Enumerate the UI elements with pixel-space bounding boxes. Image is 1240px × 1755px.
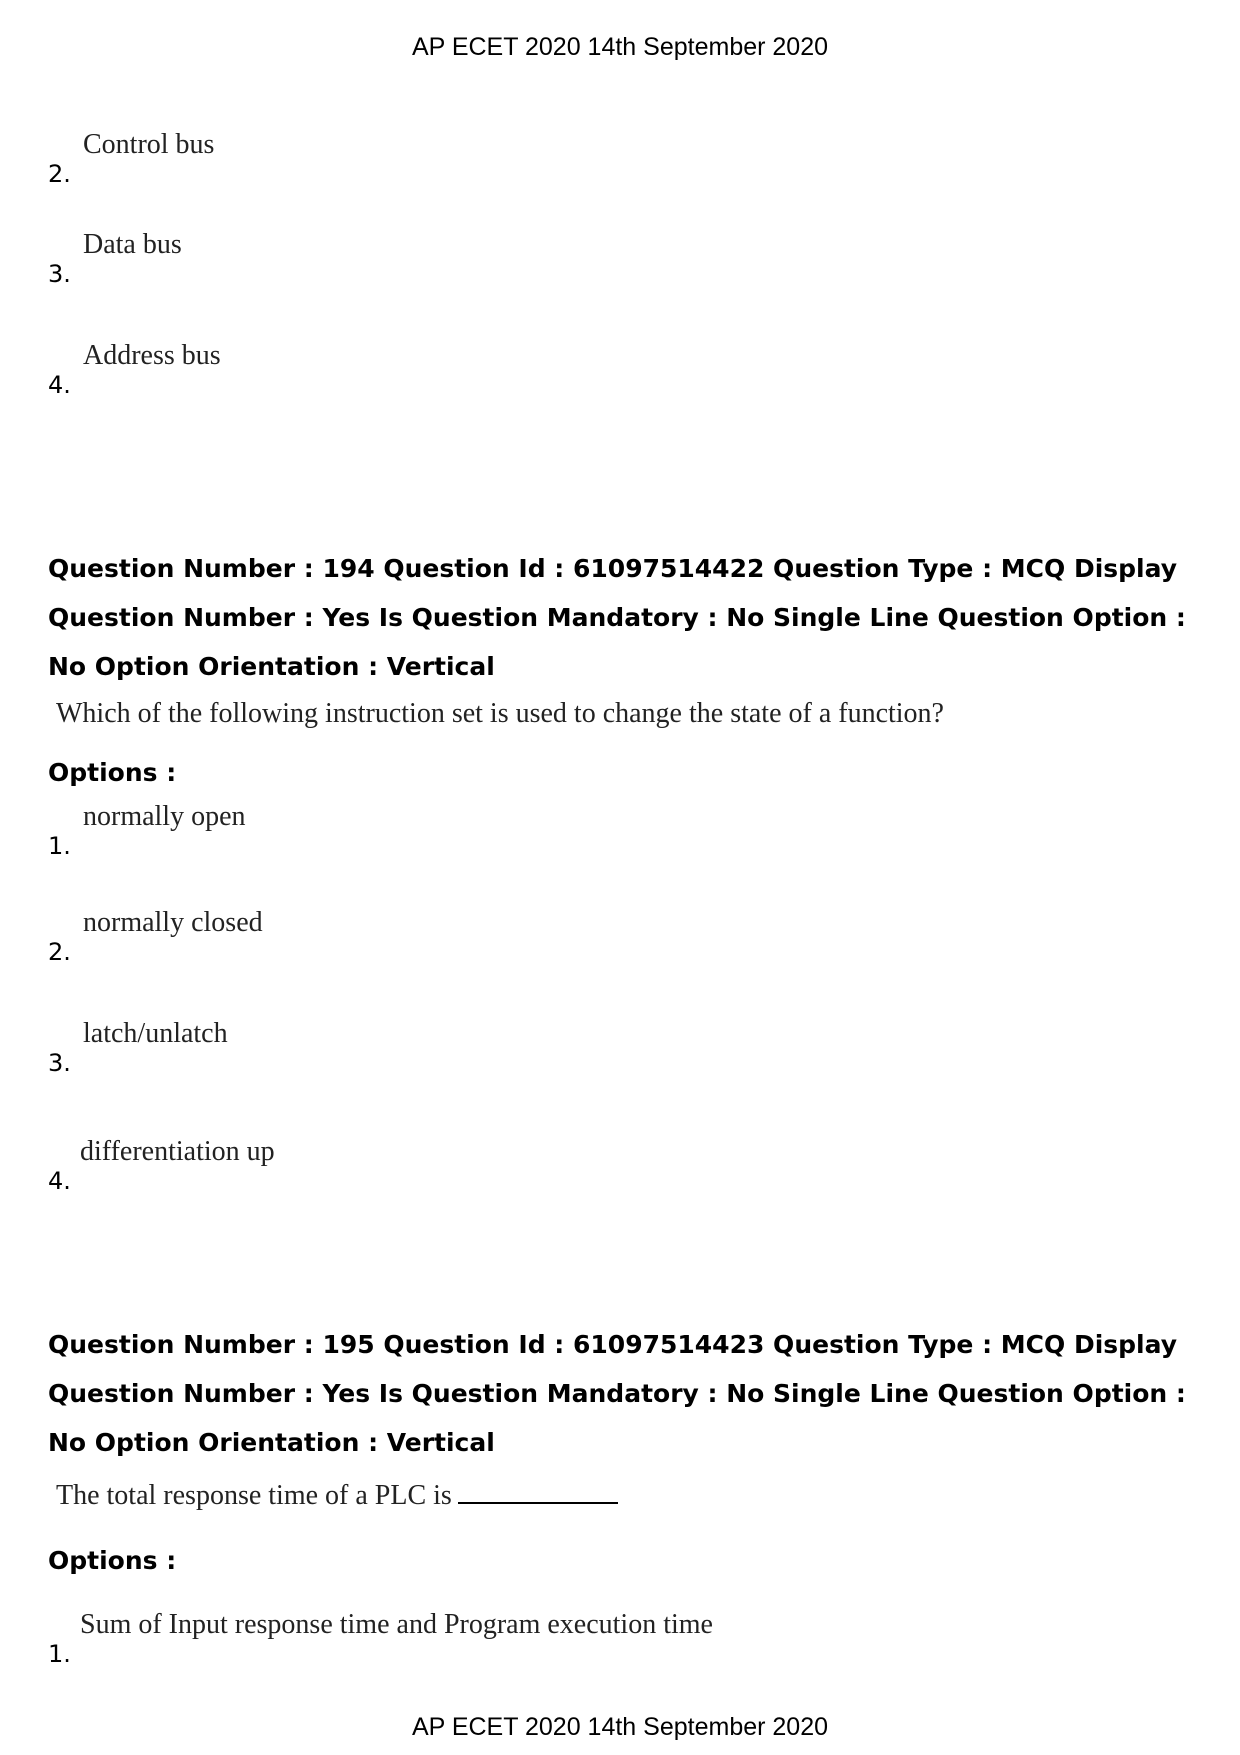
question-text: Which of the following instruction set is used to change the state of a function? bbox=[56, 698, 944, 729]
question-meta: Question Number : 195 Question Id : 61097514423 Question Type : MCQ Display Question Number : Yes Is Question Mandatory : No Single Line Question Option : No Option Orientation : Vertical bbox=[48, 1330, 1186, 1457]
page-footer: AP ECET 2020 14th September 2020 bbox=[411, 1713, 829, 1741]
options-label: Options : bbox=[48, 1546, 177, 1575]
option-text: differentiation up bbox=[80, 1136, 275, 1167]
page-header: AP ECET 2020 14th September 2020 bbox=[411, 33, 829, 61]
option-number: 2. bbox=[48, 938, 71, 966]
option-text: Control bus bbox=[83, 129, 215, 160]
option-text: Data bus bbox=[83, 229, 182, 260]
option-number: 2. bbox=[48, 160, 71, 188]
option-text: Address bus bbox=[83, 340, 221, 371]
question-meta: Question Number : 194 Question Id : 61097514422 Question Type : MCQ Display Question Number : Yes Is Question Mandatory : No Single Line Question Option : No Option Orientation : Vertical bbox=[48, 554, 1186, 681]
options-label: Options : bbox=[48, 758, 177, 787]
option-number: 1. bbox=[48, 1640, 71, 1668]
option-number: 3. bbox=[48, 1049, 71, 1077]
option-item[interactable] bbox=[48, 1608, 1148, 1668]
option-item[interactable] bbox=[48, 1017, 1148, 1077]
option-text: normally open bbox=[83, 801, 246, 832]
question-text-content: The total response time of a PLC is bbox=[56, 1480, 452, 1511]
option-item[interactable] bbox=[48, 228, 1148, 288]
option-number: 3. bbox=[48, 260, 71, 288]
option-text: normally closed bbox=[83, 907, 263, 938]
option-item[interactable] bbox=[48, 128, 1148, 188]
option-text: Sum of Input response time and Program execution time bbox=[80, 1609, 713, 1640]
option-number: 4. bbox=[48, 1167, 71, 1195]
option-number: 1. bbox=[48, 832, 71, 860]
option-number: 4. bbox=[48, 371, 71, 399]
option-item[interactable] bbox=[48, 1135, 1148, 1195]
option-item[interactable] bbox=[48, 906, 1148, 966]
answer-blank bbox=[458, 1478, 618, 1504]
option-text: latch/unlatch bbox=[83, 1018, 228, 1049]
option-item[interactable] bbox=[48, 800, 1148, 860]
question-text bbox=[56, 1478, 618, 1513]
option-item[interactable] bbox=[48, 339, 1148, 399]
